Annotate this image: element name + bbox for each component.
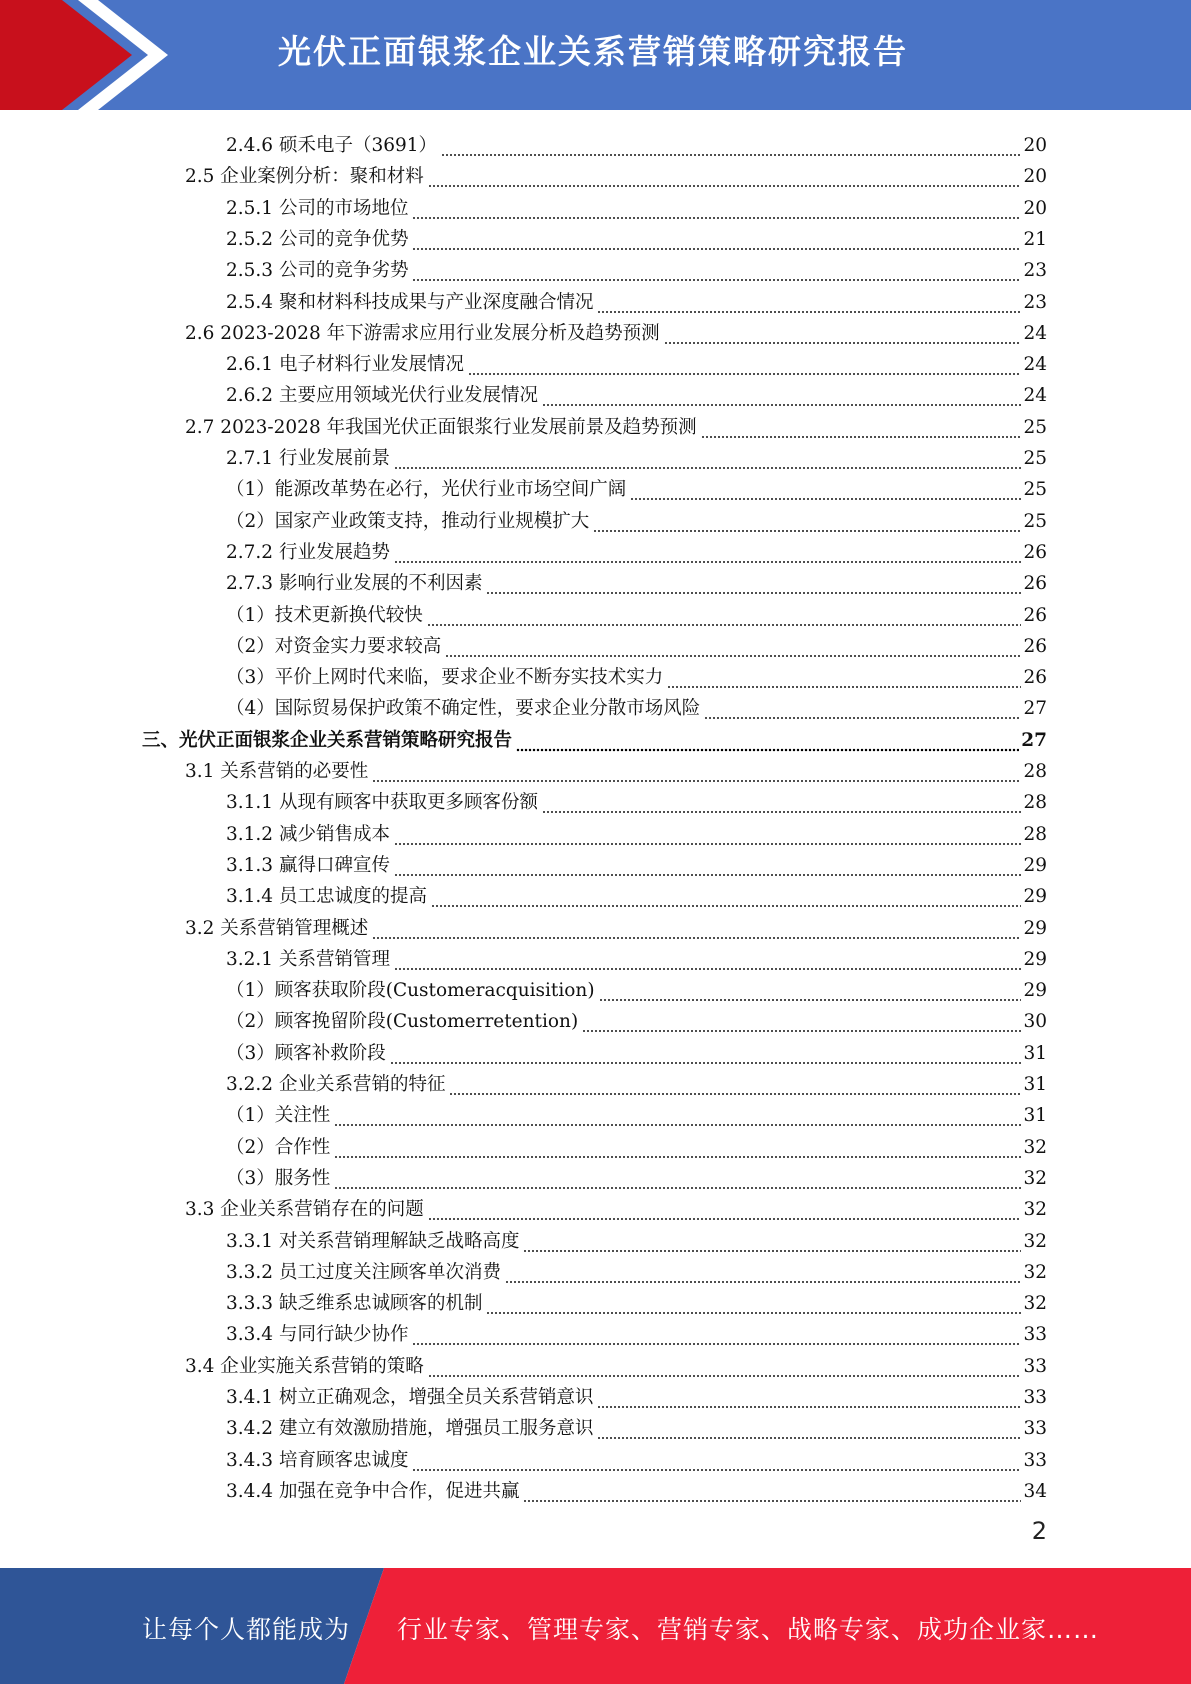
toc-entry-title: （4）国际贸易保护政策不确定性，要求企业分散市场风险 — [226, 698, 701, 720]
toc-dot-leader — [704, 697, 1021, 721]
toc-entry-page: 31 — [1023, 1105, 1047, 1127]
toc-dot-leader — [412, 1449, 1021, 1473]
toc-dot-leader — [334, 1167, 1021, 1191]
toc-entry-title: 3.2.2 企业关系营销的特征 — [226, 1074, 446, 1095]
toc-entry-title: 3.2.1 关系营销管理 — [226, 948, 390, 970]
toc-entry-title: 3.3.2 员工过度关注顾客单次消费 — [226, 1261, 501, 1283]
toc-dot-leader — [542, 791, 1021, 815]
toc-entry-title: 3.1.4 员工忠诚度的提高 — [226, 886, 427, 908]
toc-entry-title: 2.7 2023-2028 年我国光伏正面银浆行业发展前景及趋势预测 — [185, 416, 697, 438]
toc-dot-leader — [372, 760, 1021, 784]
toc-entry[interactable] — [226, 628, 1047, 659]
page-footer — [0, 1568, 1191, 1684]
toc-dot-leader — [468, 353, 1021, 377]
toc-dot-leader — [486, 1292, 1021, 1316]
toc-entry-page: 24 — [1023, 354, 1047, 376]
toc-entry-page: 33 — [1023, 1387, 1047, 1408]
toc-entry[interactable] — [142, 722, 1047, 753]
toc-entry-title: （3）顾客补救阶段 — [226, 1042, 386, 1064]
toc-entry[interactable] — [226, 597, 1047, 628]
footer-slogan-right: 行业专家、管理专家、营销专家、战略专家、成功企业家…… — [397, 1615, 1100, 1644]
toc-dot-leader — [667, 666, 1021, 690]
toc-entry[interactable] — [226, 1003, 1047, 1034]
toc-entry-title: 2.5.2 公司的竞争优势 — [226, 228, 409, 250]
toc-entry-title: 3.4.2 建立有效激励措施，增强员工服务意识 — [226, 1418, 594, 1440]
toc-entry[interactable] — [226, 1379, 1047, 1410]
toc-entry-title: 3.3.1 对关系营销理解缺乏战略高度 — [226, 1230, 520, 1252]
document-title: 光伏正面银浆企业关系营销策略研究报告 — [278, 32, 908, 71]
toc-entry[interactable] — [226, 847, 1047, 878]
toc-entry[interactable] — [226, 440, 1047, 471]
toc-entry[interactable] — [226, 972, 1047, 1003]
toc-dot-leader — [597, 1417, 1021, 1441]
toc-dot-leader — [516, 729, 1019, 753]
toc-entry[interactable] — [226, 1097, 1047, 1128]
toc-dot-leader — [445, 635, 1021, 659]
toc-entry-title: 2.7.1 行业发展前景 — [226, 448, 390, 469]
toc-entry[interactable] — [185, 1348, 1047, 1379]
toc-entry-page: 26 — [1023, 667, 1047, 689]
toc-entry-page: 26 — [1023, 604, 1047, 626]
toc-entry[interactable] — [226, 1473, 1047, 1504]
toc-entry-page: 29 — [1023, 886, 1047, 908]
toc-entry-title: （1）技术更新换代较快 — [226, 604, 423, 626]
toc-dot-leader — [486, 572, 1021, 596]
toc-dot-leader — [372, 917, 1021, 941]
toc-dot-leader — [334, 1136, 1021, 1160]
toc-entry-title: 3.3 企业关系营销存在的问题 — [185, 1199, 424, 1221]
toc-entry-page: 27 — [1023, 698, 1047, 720]
toc-entry[interactable] — [226, 503, 1047, 534]
toc-entry[interactable] — [226, 221, 1047, 252]
toc-dot-leader — [412, 259, 1021, 283]
toc-dot-leader — [599, 979, 1022, 1003]
toc-dot-leader — [428, 1198, 1022, 1222]
toc-entry-title: 2.5.4 聚和材料科技成果与产业深度融合情况 — [226, 291, 594, 313]
toc-entry-title: 2.6.2 主要应用领域光伏行业发展情况 — [226, 385, 538, 407]
toc-entry[interactable] — [226, 784, 1047, 815]
toc-dot-leader — [582, 1010, 1021, 1034]
toc-entry-title: 2.5 企业案例分析：聚和材料 — [185, 166, 424, 188]
toc-entry-title: （2）对资金实力要求较高 — [226, 635, 442, 657]
toc-entry-page: 33 — [1023, 1324, 1047, 1346]
toc-entry-page: 34 — [1023, 1480, 1047, 1502]
toc-entry-page: 28 — [1023, 761, 1047, 782]
toc-entry-title: 2.5.1 公司的市场地位 — [226, 197, 409, 219]
toc-entry-page: 28 — [1023, 823, 1047, 845]
toc-entry-title: 3.3.3 缺乏维系忠诚顾客的机制 — [226, 1293, 483, 1315]
toc-dot-leader — [441, 134, 1021, 158]
toc-entry-title: 2.7.3 影响行业发展的不利因素 — [226, 573, 483, 595]
toc-dot-leader — [542, 384, 1021, 408]
toc-entry[interactable] — [226, 1285, 1047, 1316]
toc-dot-leader — [523, 1230, 1021, 1254]
toc-entry-page: 28 — [1023, 792, 1047, 814]
toc-entry[interactable] — [226, 1160, 1047, 1191]
toc-entry[interactable] — [226, 659, 1047, 690]
toc-entry[interactable] — [185, 315, 1047, 346]
toc-entry-title: （3）服务性 — [226, 1167, 331, 1189]
toc-entry-title: 3.1.3 赢得口碑宣传 — [226, 854, 390, 876]
toc-dot-leader — [390, 1042, 1022, 1066]
footer-slogan-left: 让每个人都能成为 — [142, 1615, 351, 1644]
toc-entry[interactable] — [226, 1066, 1047, 1097]
toc-entry-page: 32 — [1023, 1293, 1047, 1315]
toc-entry-page: 29 — [1023, 917, 1047, 939]
toc-dot-leader — [664, 322, 1022, 346]
toc-entry-title: 3.1.1 从现有顾客中获取更多顾客份额 — [226, 792, 538, 814]
toc-dot-leader — [701, 416, 1022, 440]
toc-entry-page: 32 — [1023, 1167, 1047, 1189]
toc-entry[interactable] — [226, 816, 1047, 847]
toc-dot-leader — [431, 885, 1021, 909]
toc-dot-leader — [412, 228, 1021, 252]
toc-entry[interactable] — [185, 1191, 1047, 1222]
toc-dot-leader — [394, 854, 1021, 878]
toc-dot-leader — [394, 823, 1021, 847]
toc-entry-title: （2）国家产业政策支持，推动行业规模扩大 — [226, 510, 590, 532]
toc-entry-page: 23 — [1023, 291, 1047, 313]
toc-entry[interactable] — [226, 1254, 1047, 1285]
toc-dot-leader — [427, 604, 1022, 628]
toc-entry-page: 25 — [1023, 479, 1047, 501]
toc-entry-title: （1）顾客获取阶段(Customeracquisition) — [226, 980, 595, 1002]
toc-entry[interactable] — [226, 127, 1047, 158]
toc-entry-title: （3）平价上网时代来临，要求企业不断夯实技术实力 — [226, 667, 664, 689]
toc-entry-page: 29 — [1023, 948, 1047, 970]
toc-entry-page: 33 — [1023, 1449, 1047, 1471]
toc-entry[interactable] — [226, 377, 1047, 408]
toc-entry-page: 32 — [1023, 1199, 1047, 1221]
toc-entry-title: 3.4.4 加强在竞争中合作，促进共赢 — [226, 1480, 520, 1502]
toc-entry-title: 2.6 2023-2028 年下游需求应用行业发展分析及趋势预测 — [185, 322, 660, 344]
toc-entry-page: 21 — [1023, 228, 1047, 250]
toc-entry-title: （1）能源改革势在必行，光伏行业市场空间广阔 — [226, 479, 627, 501]
toc-entry[interactable] — [226, 690, 1047, 721]
toc-entry[interactable] — [226, 346, 1047, 377]
page-number: 2 — [1031, 1517, 1047, 1545]
toc-entry-title: 3.4.1 树立正确观念，增强全员关系营销意识 — [226, 1387, 594, 1408]
toc-entry[interactable] — [185, 158, 1047, 189]
toc-dot-leader — [449, 1073, 1021, 1097]
toc-entry-title: 3.1 关系营销的必要性 — [185, 761, 369, 782]
toc-entry-title: 3.1.2 减少销售成本 — [226, 823, 390, 845]
toc-entry-title: （2）顾客挽留阶段(Customerretention) — [226, 1011, 579, 1033]
toc-entry-page: 31 — [1023, 1042, 1047, 1064]
toc-entry-page: 20 — [1023, 197, 1047, 219]
toc-entry-page: 26 — [1023, 573, 1047, 595]
toc-entry-title: 3.4.3 培育顾客忠诚度 — [226, 1449, 409, 1471]
toc-dot-leader — [630, 478, 1021, 502]
toc-entry[interactable] — [185, 753, 1047, 784]
toc-entry-page: 26 — [1023, 635, 1047, 657]
toc-dot-leader — [334, 1104, 1021, 1128]
toc-dot-leader — [394, 541, 1021, 565]
toc-dot-leader — [597, 1386, 1021, 1410]
toc-entry-page: 29 — [1023, 980, 1047, 1002]
toc-entry[interactable] — [226, 1316, 1047, 1347]
toc-entry[interactable] — [226, 565, 1047, 596]
toc-entry-page: 33 — [1023, 1418, 1047, 1440]
toc-entry[interactable] — [226, 252, 1047, 283]
toc-entry-page: 33 — [1023, 1355, 1047, 1377]
toc-entry-title: 3.2 关系营销管理概述 — [185, 917, 369, 939]
toc-entry[interactable] — [226, 1442, 1047, 1473]
toc-entry-title: 2.6.1 电子材料行业发展情况 — [226, 354, 464, 376]
toc-entry-title: 2.4.6 硕禾电子（3691） — [226, 135, 438, 156]
toc-entry-page: 24 — [1023, 322, 1047, 344]
toc-entry[interactable] — [185, 910, 1047, 941]
toc-entry-page: 32 — [1023, 1230, 1047, 1252]
toc-entry-title: （2）合作性 — [226, 1136, 331, 1158]
toc-dot-leader — [505, 1261, 1021, 1285]
toc-dot-leader — [412, 197, 1021, 221]
toc-entry-page: 20 — [1023, 166, 1047, 188]
toc-dot-leader — [394, 948, 1021, 972]
toc-entry-page: 30 — [1023, 1011, 1047, 1033]
toc-dot-leader — [428, 165, 1022, 189]
toc-entry-page: 25 — [1023, 416, 1047, 438]
toc-entry[interactable] — [226, 1129, 1047, 1160]
toc-entry-page: 29 — [1023, 854, 1047, 876]
toc-entry[interactable] — [226, 534, 1047, 565]
toc-entry[interactable] — [226, 941, 1047, 972]
toc-dot-leader — [412, 1323, 1021, 1347]
toc-entry[interactable] — [226, 1223, 1047, 1254]
toc-entry[interactable] — [226, 1035, 1047, 1066]
toc-entry-title: 2.5.3 公司的竞争劣势 — [226, 260, 409, 282]
toc-entry-page: 25 — [1023, 448, 1047, 469]
page-header — [0, 0, 1191, 110]
toc-entry-page: 31 — [1023, 1074, 1047, 1095]
toc-entry-page: 25 — [1023, 510, 1047, 532]
toc-entry-page: 32 — [1023, 1136, 1047, 1158]
toc-entry-title: （1）关注性 — [226, 1105, 331, 1127]
toc-entry-title: 3.3.4 与同行缺少协作 — [226, 1324, 409, 1346]
toc-entry[interactable] — [226, 878, 1047, 909]
toc-entry[interactable] — [226, 471, 1047, 502]
toc-entry[interactable] — [226, 1410, 1047, 1441]
toc-dot-leader — [597, 291, 1021, 315]
toc-entry-page: 24 — [1023, 385, 1047, 407]
toc-entry-title: 3.4 企业实施关系营销的策略 — [185, 1355, 424, 1377]
toc-entry-page: 20 — [1023, 135, 1047, 156]
toc-entry-page: 23 — [1023, 260, 1047, 282]
toc-entry-title: 三、光伏正面银浆企业关系营销策略研究报告 — [142, 729, 513, 751]
toc-dot-leader — [428, 1355, 1022, 1379]
toc-entry-page: 27 — [1021, 729, 1047, 751]
toc-entry-title: 2.7.2 行业发展趋势 — [226, 541, 390, 563]
toc-entry-page: 32 — [1023, 1261, 1047, 1283]
toc-entry[interactable] — [226, 284, 1047, 315]
toc-dot-leader — [394, 447, 1021, 471]
toc-dot-leader — [593, 510, 1021, 534]
toc-entry-page: 26 — [1023, 541, 1047, 563]
toc-entry[interactable] — [185, 409, 1047, 440]
toc-dot-leader — [523, 1480, 1021, 1504]
toc-entry[interactable] — [226, 190, 1047, 221]
